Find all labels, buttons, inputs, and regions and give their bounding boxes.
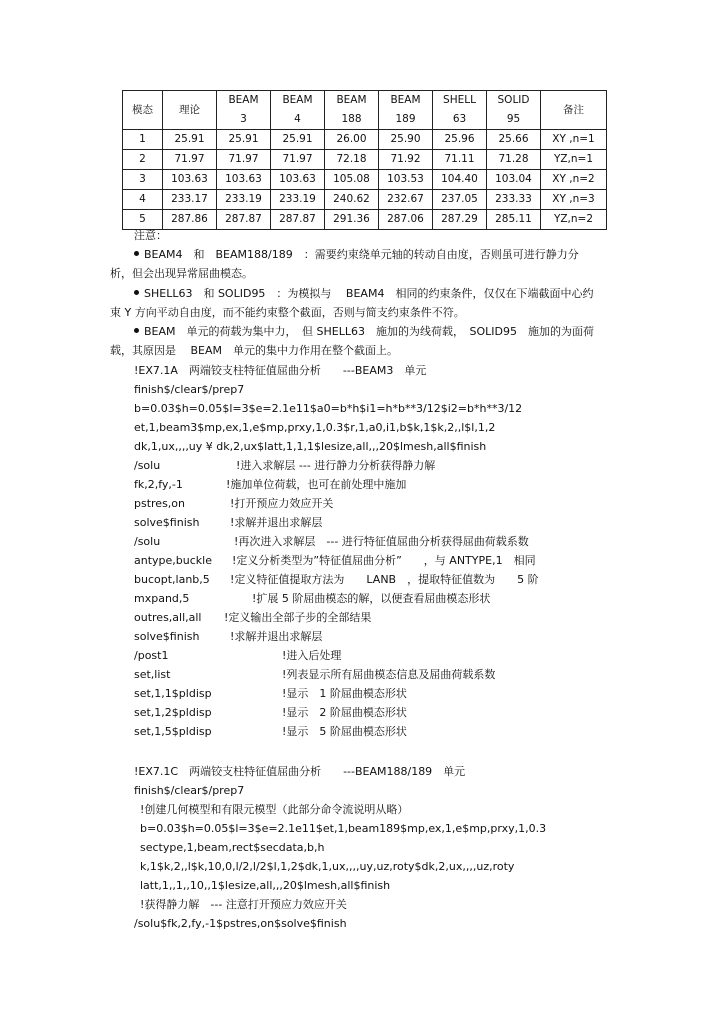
notes-title: 注意： bbox=[134, 229, 167, 242]
code-c-line: k,1$k,2,,l$k,10,0,l/2,l/2$l,1,2$dk,1,ux,,,,uy,uz,roty$dk,2,ux,,,,uz,roty bbox=[140, 860, 515, 873]
code-c-line: latt,1,,1,,10,,1$lesize,all,,,20$lmesh,all$finish bbox=[140, 879, 391, 892]
table-cell: 71.97 bbox=[271, 150, 325, 170]
table-cell: 72.18 bbox=[325, 150, 379, 170]
note-2-line-1: SHELL63 和 SOLID95 ：为模拟与 BEAM4 相同的约束条件，仅仅在下端截面中心约 bbox=[134, 286, 593, 302]
table-cell: 291.36 bbox=[325, 210, 379, 230]
buckling-results-table bbox=[122, 90, 607, 230]
table-cell: 103.63 bbox=[271, 170, 325, 190]
table-cell: 237.05 bbox=[433, 190, 487, 210]
note-1-line-1: BEAM4 和 BEAM188/189 ：需要约束绕单元轴的转动自由度，否则虽可进行静力分 bbox=[134, 247, 579, 263]
code-c-line: sectype,1,beam,rect$secdata,b,h bbox=[140, 841, 325, 854]
code-c-line: !获得静力解 --- 注意打开预应力效应开关 bbox=[140, 898, 347, 911]
table-cell: 233.17 bbox=[163, 190, 217, 210]
header-line-1: SHELL bbox=[443, 94, 476, 106]
table-header-cell bbox=[217, 91, 271, 130]
code-a-line: fk,2,fy,-1 !施加单位荷载，也可在前处理中施加 bbox=[134, 478, 407, 491]
header-line-1: BEAM bbox=[228, 94, 259, 106]
table-header-cell bbox=[487, 91, 541, 130]
table-row bbox=[123, 170, 607, 190]
code-c-line: b=0.03$h=0.05$l=3$e=2.1e11$et,1,beam189$mp,ex,1,e$mp,prxy,1,0.3 bbox=[140, 822, 547, 835]
code-a-line: solve$finish !求解并退出求解层 bbox=[134, 630, 323, 643]
table-cell: XY ,n=3 bbox=[541, 190, 607, 210]
header-line-1: 备注 bbox=[563, 103, 584, 116]
header-line-1: BEAM bbox=[282, 94, 313, 106]
table-header-cell bbox=[271, 91, 325, 130]
code-a-line: antype,buckle !定义分析类型为”特征值屈曲分析” ，与 ANTYPE,1 相同 bbox=[134, 554, 536, 567]
code-c-line: !创建几何模型和有限元模型（此部分命令流说明从略） bbox=[140, 803, 409, 816]
header-line-2: 188 bbox=[341, 113, 362, 125]
code-a-line: /solu !再次进入求解层 --- 进行特征值屈曲分析获得屈曲荷载系数 bbox=[134, 535, 529, 548]
header-line-1: 模态 bbox=[132, 103, 153, 116]
table-cell: 105.08 bbox=[325, 170, 379, 190]
table-cell: 240.62 bbox=[325, 190, 379, 210]
table-cell: 287.87 bbox=[271, 210, 325, 230]
table-cell: 232.67 bbox=[379, 190, 433, 210]
code-a-line: solve$finish !求解并退出求解层 bbox=[134, 516, 323, 529]
table-header-row bbox=[123, 91, 607, 130]
code-a-line: mxpand,5 !扩展 5 阶屈曲模态的解，以便查看屈曲模态形状 bbox=[134, 592, 491, 605]
note-1-line-2: 析，但会出现异常屈曲模态。 bbox=[110, 267, 253, 280]
bullet-icon bbox=[134, 328, 139, 333]
table-cell: 25.66 bbox=[487, 130, 541, 150]
table-cell: 103.53 bbox=[379, 170, 433, 190]
table-cell: 233.19 bbox=[217, 190, 271, 210]
table-cell: XY ,n=1 bbox=[541, 130, 607, 150]
table-header-cell bbox=[433, 91, 487, 130]
header-line-2: 4 bbox=[294, 113, 301, 125]
table-cell: 5 bbox=[123, 210, 163, 230]
table-cell: 103.63 bbox=[217, 170, 271, 190]
table-cell: 287.06 bbox=[379, 210, 433, 230]
table-cell: 1 bbox=[123, 130, 163, 150]
header-line-2: 95 bbox=[506, 113, 521, 125]
table-row bbox=[123, 190, 607, 210]
code-c-line: !EX7.1C 两端铰支柱特征值屈曲分析 ---BEAM188/189 单元 bbox=[134, 765, 466, 778]
table-cell: XY ,n=2 bbox=[541, 170, 607, 190]
table-header-cell bbox=[379, 91, 433, 130]
code-a-line: /solu !进入求解层 --- 进行静力分析获得静力解 bbox=[134, 459, 436, 472]
table-cell: 71.11 bbox=[433, 150, 487, 170]
table-cell: 71.97 bbox=[163, 150, 217, 170]
table-cell: 233.19 bbox=[271, 190, 325, 210]
header-line-2: 189 bbox=[395, 113, 416, 125]
code-a-line: pstres,on !打开预应力效应开关 bbox=[134, 497, 334, 510]
bullet-icon bbox=[134, 290, 139, 295]
table-cell: 4 bbox=[123, 190, 163, 210]
table-cell: 287.87 bbox=[217, 210, 271, 230]
table-cell: 104.40 bbox=[433, 170, 487, 190]
note-3-line-2: 载，其原因是 BEAM 单元的集中力作用在整个截面上。 bbox=[110, 344, 399, 357]
table-cell: YZ,n=1 bbox=[541, 150, 607, 170]
code-a-line: set,1,1$pldisp !显示 1 阶屈曲模态形状 bbox=[134, 687, 407, 700]
table-cell: 25.91 bbox=[271, 130, 325, 150]
code-a-line: bucopt,lanb,5 !定义特征值提取方法为 LANB ，提取特征值数为 5 阶 bbox=[134, 573, 539, 586]
table-cell: 71.97 bbox=[217, 150, 271, 170]
table-cell: 287.86 bbox=[163, 210, 217, 230]
header-line-2: 3 bbox=[240, 113, 247, 125]
table-row bbox=[123, 210, 607, 230]
table-cell: 25.96 bbox=[433, 130, 487, 150]
table-cell: 71.92 bbox=[379, 150, 433, 170]
table-cell: 285.11 bbox=[487, 210, 541, 230]
code-a-line: dk,1,ux,,,,uy ¥ dk,2,ux$latt,1,1,1$lesize,all,,,20$lmesh,all$finish bbox=[134, 440, 487, 453]
code-c-line: finish$/clear$/prep7 bbox=[134, 784, 245, 797]
note-2-line-2: 束 Y 方向平动自由度，而不能约束整个截面，否则与简支约束条件不符。 bbox=[110, 306, 465, 319]
table-header-cell bbox=[123, 91, 163, 130]
header-line-2: 63 bbox=[452, 113, 467, 125]
table-cell: 2 bbox=[123, 150, 163, 170]
table-cell: 25.90 bbox=[379, 130, 433, 150]
header-line-1: 理论 bbox=[179, 103, 200, 116]
table-header-cell bbox=[163, 91, 217, 130]
code-a-line: et,1,beam3$mp,ex,1,e$mp,prxy,1,0.3$r,1,a0,i1,b$k,1$k,2,,l$l,1,2 bbox=[134, 421, 496, 434]
code-a-line: b=0.03$h=0.05$l=3$e=2.1e11$a0=b*h$i1=h*b**3/12$i2=b*h**3/12 bbox=[134, 402, 523, 415]
code-a-line: set,1,5$pldisp !显示 5 阶屈曲模态形状 bbox=[134, 725, 407, 738]
code-a-line: finish$/clear$/prep7 bbox=[134, 383, 245, 396]
code-a-line: set,list !列表显示所有屈曲模态信息及屈曲荷载系数 bbox=[134, 668, 496, 681]
code-a-line: set,1,2$pldisp !显示 2 阶屈曲模态形状 bbox=[134, 706, 407, 719]
note-3-line-1: BEAM 单元的荷载为集中力， 但 SHELL63 施加的为线荷载， SOLID95 施加的为面荷 bbox=[134, 324, 594, 340]
table-row bbox=[123, 150, 607, 170]
table-cell: 25.91 bbox=[163, 130, 217, 150]
table-cell: 233.33 bbox=[487, 190, 541, 210]
table-cell: 26.00 bbox=[325, 130, 379, 150]
code-c-line: /solu$fk,2,fy,-1$pstres,on$solve$finish bbox=[134, 917, 347, 930]
table-header-cell bbox=[325, 91, 379, 130]
bullet-icon bbox=[134, 251, 139, 256]
header-line-1: BEAM bbox=[336, 94, 367, 106]
table-cell: 3 bbox=[123, 170, 163, 190]
table-cell: 103.63 bbox=[163, 170, 217, 190]
table-row bbox=[123, 130, 607, 150]
table-cell: 287.29 bbox=[433, 210, 487, 230]
code-a-line: /post1 !进入后处理 bbox=[134, 649, 342, 662]
table-cell: YZ,n=2 bbox=[541, 210, 607, 230]
table-cell: 103.04 bbox=[487, 170, 541, 190]
code-a-line: outres,all,all !定义输出全部子步的全部结果 bbox=[134, 611, 372, 624]
table-cell: 25.91 bbox=[217, 130, 271, 150]
table-header-cell bbox=[541, 91, 607, 130]
header-line-1: SOLID bbox=[497, 94, 530, 106]
code-a-line: !EX7.1A 两端铰支柱特征值屈曲分析 ---BEAM3 单元 bbox=[134, 364, 427, 377]
table-cell: 71.28 bbox=[487, 150, 541, 170]
header-line-1: BEAM bbox=[390, 94, 421, 106]
